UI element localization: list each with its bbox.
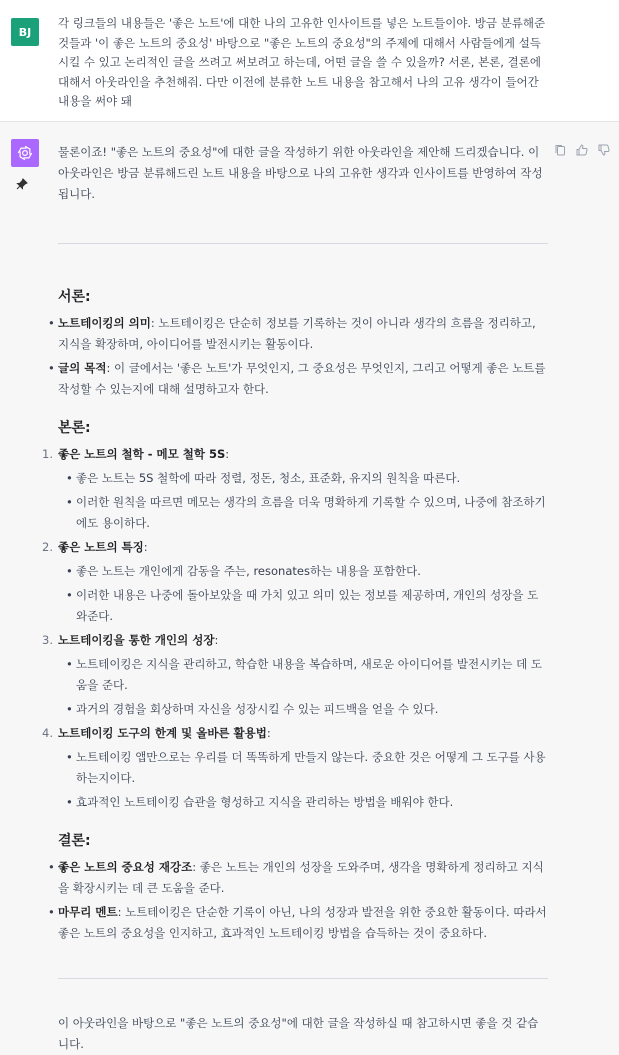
body-list — [42, 444, 548, 813]
sub-list-item: • 효과적인 노트테이킹 습관을 형성하고 지식을 관리하는 방법을 배워야 한다. — [76, 792, 548, 813]
message-actions — [553, 144, 611, 159]
pin-icon[interactable] — [16, 178, 28, 193]
section-title-conclusion: 결론: — [58, 833, 91, 849]
sub-list-item: • 노트테이킹은 지식을 관리하고, 학습한 내용을 복습하며, 새로운 아이디어를 발전시키는 데 도움을 준다. — [76, 654, 548, 696]
list-item: • 마무리 멘트: 노트테이킹은 단순한 기록이 아닌, 나의 성장과 발전을 위한 중요한 활동이다. 따라서 좋은 노트의 중요성을 인지하고, 효과적인 노트테이킹 방법을 습득하는 것이 중요하다. — [58, 902, 548, 944]
thumbs-up-icon[interactable] — [575, 144, 589, 159]
list-item: 3. 노트테이킹을 통한 개인의 성장: • 노트테이킹은 지식을 관리하고, 학습한 내용을 복습하며, 새로운 아이디어를 발전시키는 데 도움을 준다. • 과거의 경험을 회상하며 자신을 성장시킬 수 있는 피드백을 얻을 수 있다. — [58, 630, 548, 720]
assistant-intro: 물론이죠! "좋은 노트의 중요성"에 대한 글을 작성하기 위한 아웃라인을 제안해 드리겠습니다. 이 아웃라인은 방금 분류해드린 노트 내용을 바탕으로 나의 고유한 생각과 인사이트를 반영하여 작성됩니다. — [58, 145, 543, 201]
sub-list-item: • 좋은 노트는 개인에게 감동을 주는, resonates하는 내용을 포함한다. — [76, 561, 548, 582]
copy-icon[interactable] — [553, 144, 567, 159]
intro-list — [58, 313, 548, 400]
section-title-body: 본론: — [58, 420, 91, 436]
list-item: • 노트테이킹의 의미: 노트테이킹은 단순히 정보를 기록하는 것이 아니라 생각의 흐름을 정리하고, 지식을 확장하며, 아이디어를 발전시키는 활동이다. — [58, 313, 548, 355]
assistant-content — [42, 142, 548, 1055]
section-title-intro: 서론: — [58, 289, 91, 305]
list-item: • 글의 목적: 이 글에서는 '좋은 노트'가 무엇인지, 그 중요성은 무엇인지, 그리고 어떻게 좋은 노트를 작성할 수 있는지에 대해 설명하고자 한다. — [58, 358, 548, 400]
openai-logo-icon — [11, 139, 39, 167]
user-message — [0, 0, 619, 122]
divider — [58, 978, 548, 979]
sub-list-item: • 노트테이킹 앱만으로는 우리를 더 똑똑하게 만들지 않는다. 중요한 것은 어떻게 그 도구를 사용하는지이다. — [76, 747, 548, 789]
list-item: 2. 좋은 노트의 특징: • 좋은 노트는 개인에게 감동을 주는, resonates하는 내용을 포함한다. • 이러한 내용은 나중에 돌아보았을 때 가치 있고 의미 있는 정보를 제공하며, 개인의 성장을 도와준다. — [58, 537, 548, 627]
conclusion-list — [58, 857, 548, 944]
sub-list-item: • 좋은 노트는 5S 철학에 따라 정렬, 정돈, 청소, 표준화, 유지의 원칙을 따른다. — [76, 468, 548, 489]
assistant-message — [0, 122, 619, 1051]
assistant-outro: 이 아웃라인을 바탕으로 "좋은 노트의 중요성"에 대한 글을 작성하실 때 참고하시면 좋을 것 같습니다. — [58, 1016, 539, 1051]
user-avatar: BJ — [11, 18, 39, 46]
user-message-text: 각 링크들의 내용들은 '좋은 노트'에 대한 나의 고유한 인사이트를 넣은 노트들이야. 방금 분류해준 것들과 '이 좋은 노트의 중요성' 바탕으로 "좋은 노트의 중요성"의 주제에 대해서 사람들에게 설득시킬 수 있고 논리적인 글을 쓰려고 써보려고 하는데, 어떤 글을 쓸 수 있을까? 서론, 본론, 결론에 대해서 아웃라인을 추천해줘. 다만 이전에 분류한 노트 내용을 참고해서 나의 고유 생각이 들어간 내용을 써야 돼 — [58, 16, 546, 108]
sub-list-item: • 과거의 경험을 회상하며 자신을 성장시킬 수 있는 피드백을 얻을 수 있다. — [76, 699, 548, 720]
list-item: • 좋은 노트의 중요성 재강조: 좋은 노트는 개인의 성장을 도와주며, 생각을 명확하게 정리하고 지식을 확장시키는 데 큰 도움을 준다. — [58, 857, 548, 899]
thumbs-down-icon[interactable] — [597, 144, 611, 159]
sub-list-item: • 이러한 내용은 나중에 돌아보았을 때 가치 있고 의미 있는 정보를 제공하며, 개인의 성장을 도와준다. — [76, 585, 548, 627]
list-item: 4. 노트테이킹 도구의 한계 및 올바른 활용법: • 노트테이킹 앱만으로는 우리를 더 똑똑하게 만들지 않는다. 중요한 것은 어떻게 그 도구를 사용하는지이다. • 효과적인 노트테이킹 습관을 형성하고 지식을 관리하는 방법을 배워야 한다. — [58, 723, 548, 813]
divider — [58, 243, 548, 244]
list-item: 1. 좋은 노트의 철학 - 메모 철학 5S: • 좋은 노트는 5S 철학에 따라 정렬, 정돈, 청소, 표준화, 유지의 원칙을 따른다. • 이러한 원칙을 따르면 메모는 생각의 흐름을 더욱 명확하게 기록할 수 있으며, 나중에 참조하기에도 용이하다. — [58, 444, 548, 534]
sub-list-item: • 이러한 원칙을 따르면 메모는 생각의 흐름을 더욱 명확하게 기록할 수 있으며, 나중에 참조하기에도 용이하다. — [76, 492, 548, 534]
